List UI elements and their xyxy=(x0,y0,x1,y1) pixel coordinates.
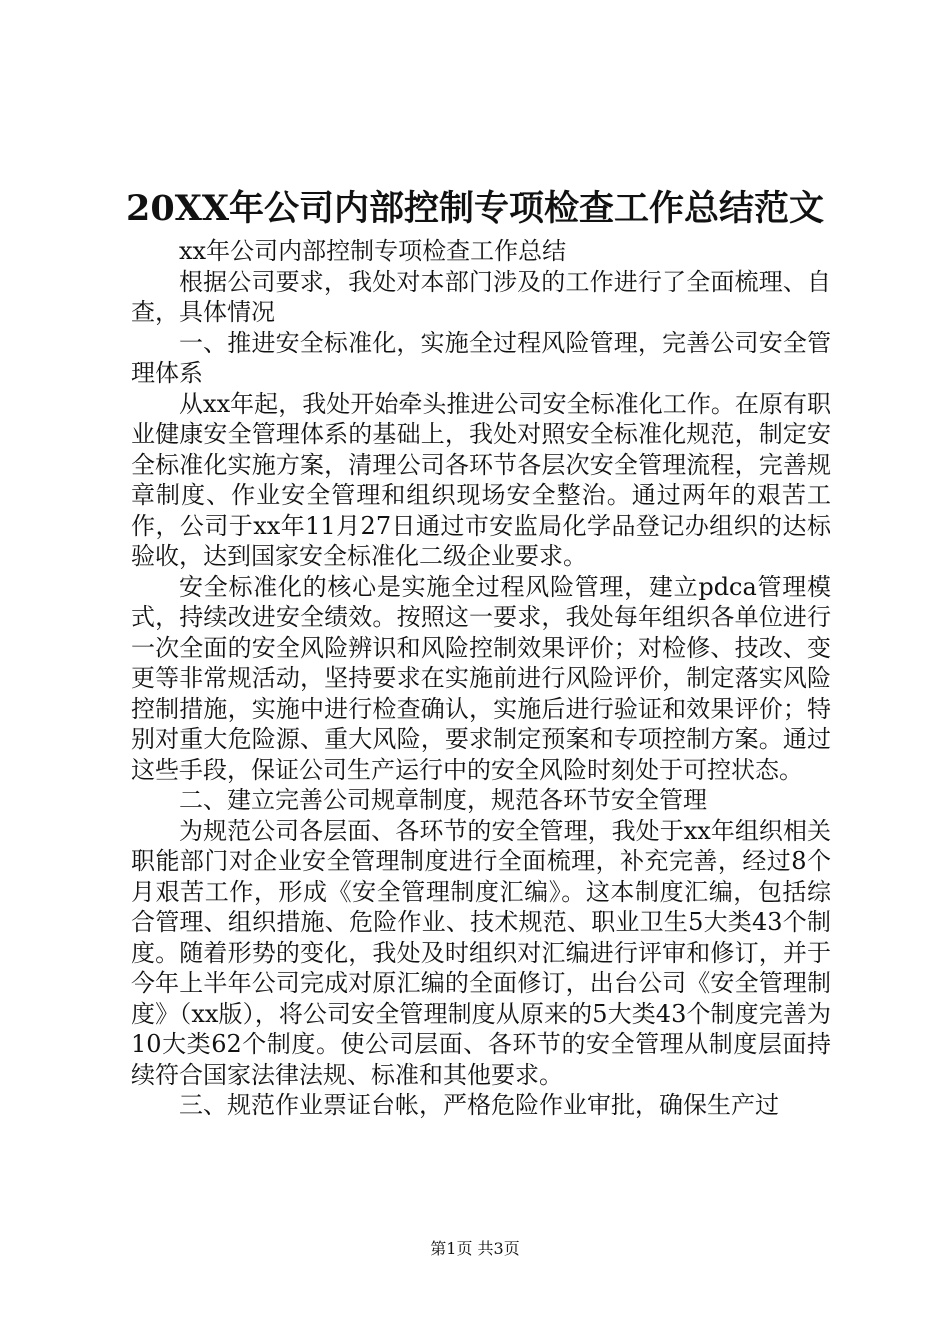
section-heading-2: 二、建立完善公司规章制度，规范各环节安全管理 xyxy=(179,786,707,814)
section-heading-1: 一、推进安全标准化，实施全过程风险管理，完善公司安全管理体系 xyxy=(131,328,831,387)
paragraph-subtitle: xx年公司内部控制专项检查工作总结 xyxy=(179,237,567,265)
document-title: 20XX年公司内部控制专项检查工作总结范文 xyxy=(125,188,825,229)
page-footer: 第1页 共3页 xyxy=(430,1239,520,1258)
paragraph: 安全标准化的核心是实施全过程风险管理，建立pdca管理模式，持续改进安全绩效。按照这一要求，我处每年组织各单位进行一次全面的安全风险辨识和风险控制效果评价；对检修、技改、变更等非常规活动，坚持要求在实施前进行风险评价，制定落实风险控制措施，实施中进行检查确认，实施后进行验证和效果评价；特别对重大危险源、重大风险，要求制定预案和专项控制方案。通过这些手段，保证公司生产运行中的安全风险时刻处于可控状态。 xyxy=(131,572,831,784)
paragraph: 从xx年起，我处开始牵头推进公司安全标准化工作。在原有职业健康安全管理体系的基础上，我处对照安全标准化规范，制定安全标准化实施方案，清理公司各环节各层次安全管理流程，完善规章制度、作业安全管理和组织现场安全整治。通过两年的艰苦工作，公司于xx年11月27日通过市安监局化学品登记办组织的达标验收，达到国家安全标准化二级企业要求。 xyxy=(131,389,831,570)
document-body xyxy=(131,236,831,1121)
section-heading-3: 三、规范作业票证台帐，严格危险作业审批，确保生产过 xyxy=(179,1091,779,1119)
paragraph: 为规范公司各层面、各环节的安全管理，我处于xx年组织相关职能部门对企业安全管理制度进行全面梳理，补充完善，经过8个月艰苦工作，形成《安全管理制度汇编》。这本制度汇编，包括综合管理、组织措施、危险作业、技术规范、职业卫生5大类43个制度。随着形势的变化，我处及时组织对汇编进行评审和修订，并于今年上半年公司完成对原汇编的全面修订，出台公司《安全管理制度》（xx版），将公司安全管理制度从原来的5大类43个制度完善为10大类62个制度。使公司层面、各环节的安全管理从制度层面持续符合国家法律法规、标准和其他要求。 xyxy=(131,816,831,1089)
paragraph-intro: 根据公司要求，我处对本部门涉及的工作进行了全面梳理、自查，具体情况 xyxy=(131,267,831,326)
